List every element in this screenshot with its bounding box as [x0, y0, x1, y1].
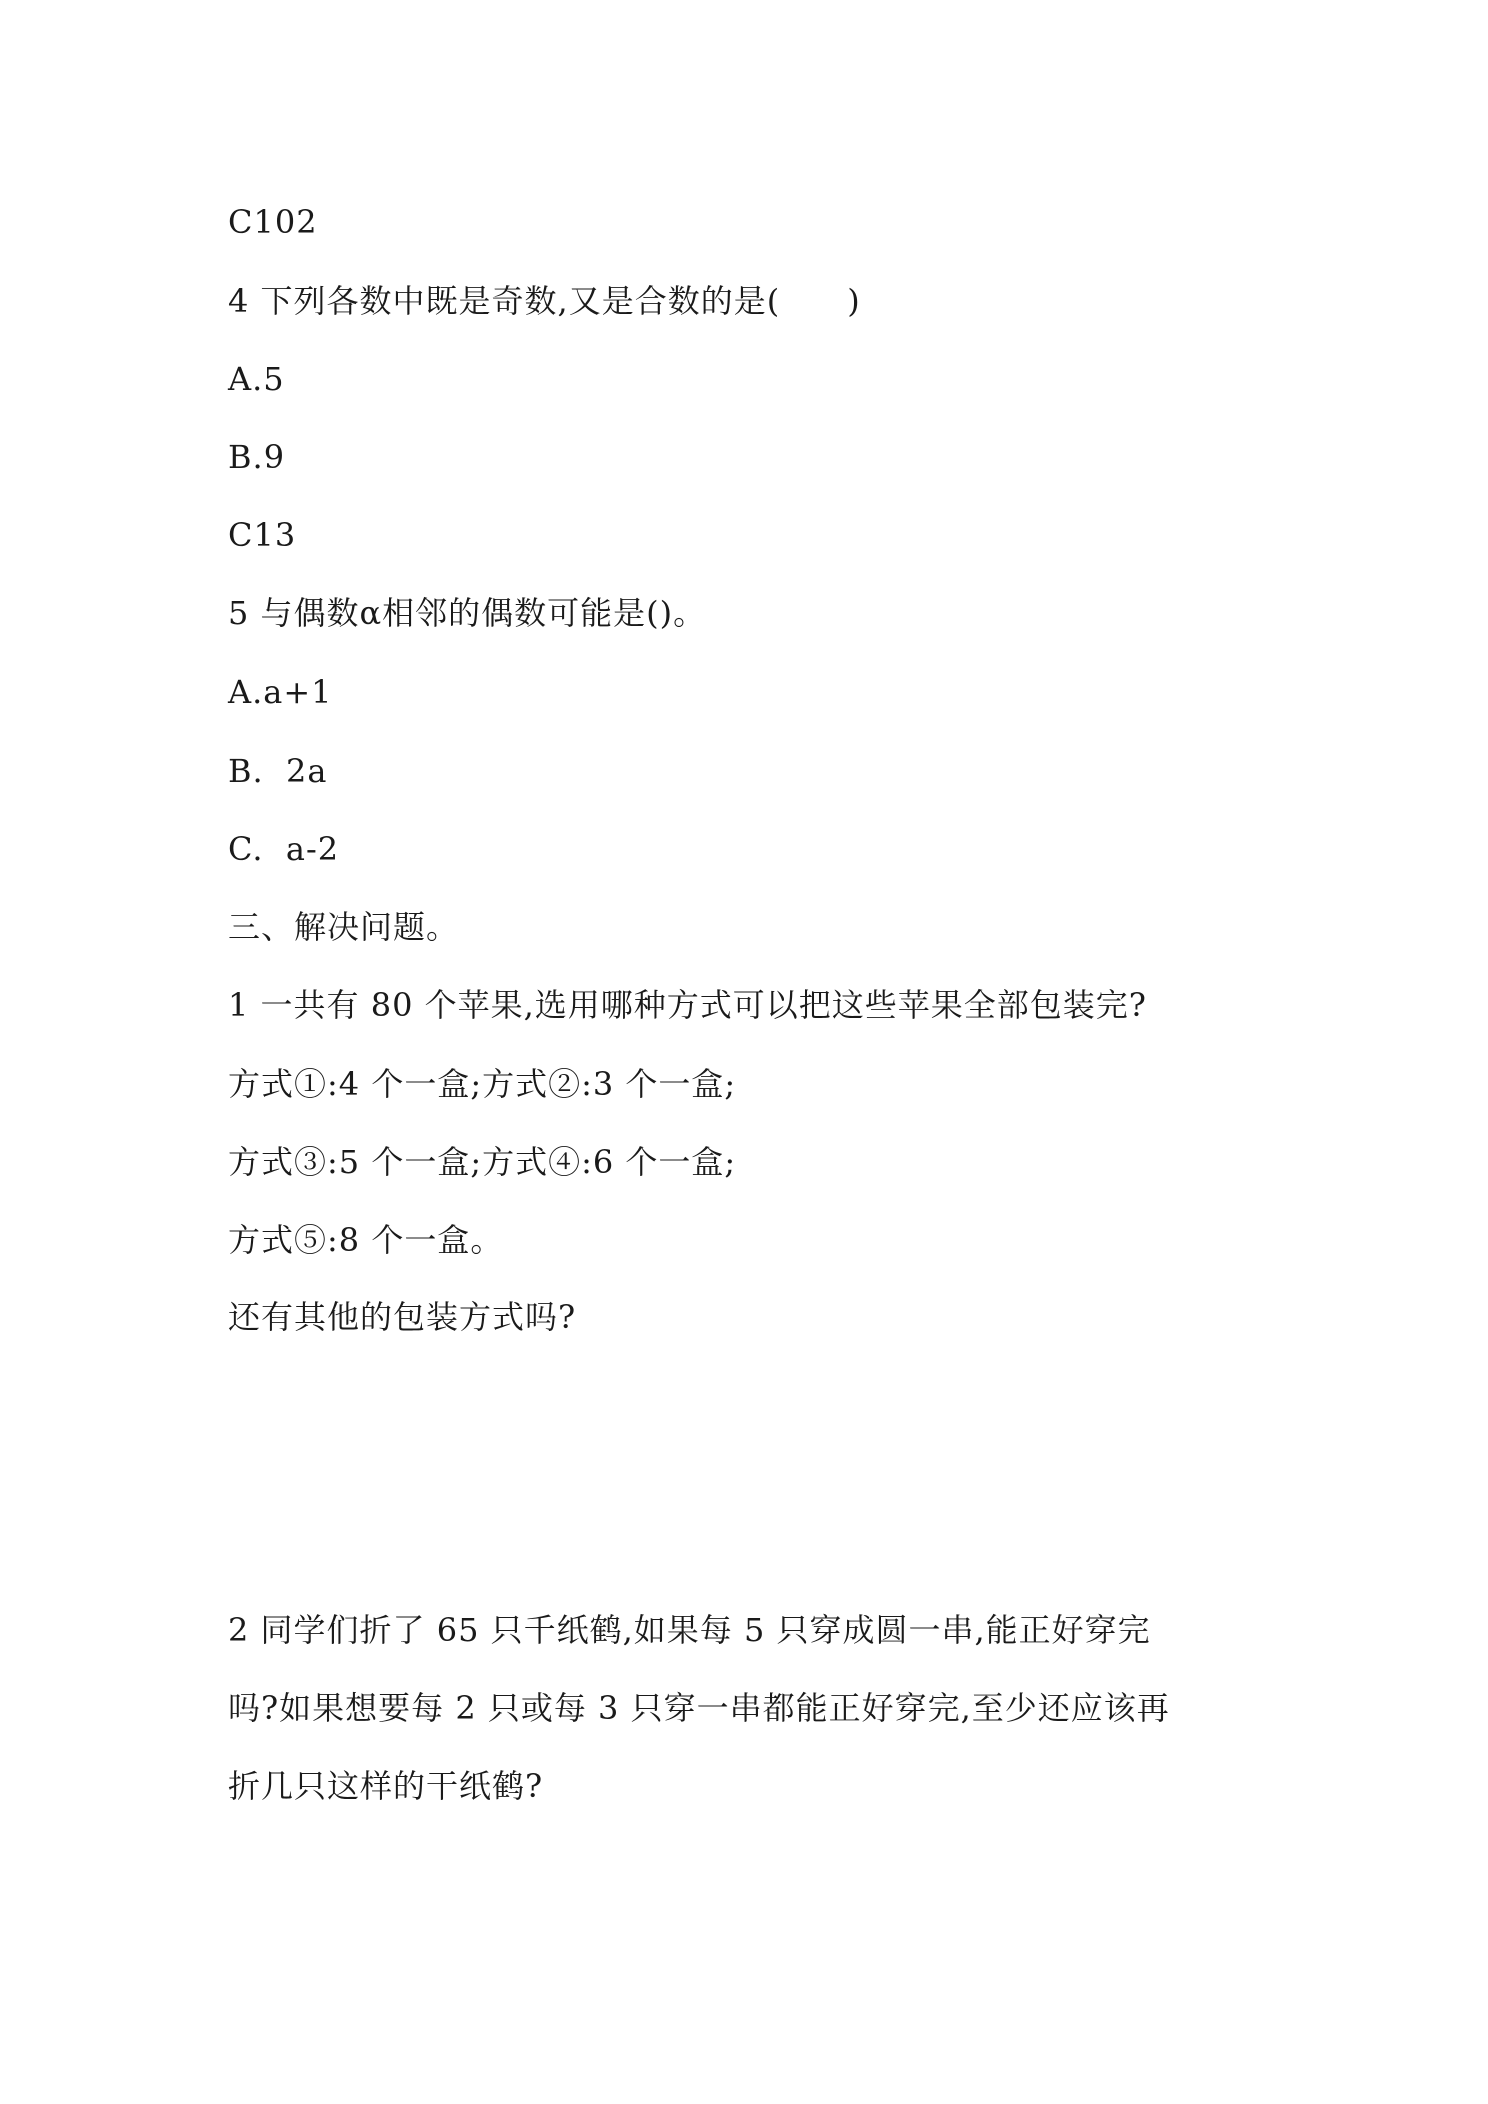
- q4-option-a: A.5: [228, 360, 285, 398]
- q5-option-c: C. a-2: [228, 830, 340, 868]
- q5-option-a: A.a+1: [228, 673, 333, 711]
- problem-2-line-3: 折几只这样的干纸鹤?: [228, 1767, 544, 1805]
- problem-1-methods-3-4: 方式③:5 个一盒;方式④:6 个一盒;: [228, 1143, 737, 1181]
- q5-stem: 5 与偶数α相邻的偶数可能是()。: [228, 594, 707, 632]
- problem-1-followup: 还有其他的包装方式吗?: [228, 1298, 577, 1336]
- problem-1-methods-1-2: 方式①:4 个一盒;方式②:3 个一盒;: [228, 1065, 737, 1103]
- problem-1-stem: 1 一共有 80 个苹果,选用哪种方式可以把这些苹果全部包装完?: [228, 986, 1147, 1024]
- q4-stem: 4 下列各数中既是奇数,又是合数的是( ): [228, 282, 861, 320]
- problem-1-method-5: 方式⑤:8 个一盒。: [228, 1221, 504, 1259]
- problem-2-line-1: 2 同学们折了 65 只千纸鹤,如果每 5 只穿成圆一串,能正好穿完: [228, 1611, 1151, 1649]
- problem-2-line-2: 吗?如果想要每 2 只或每 3 只穿一串都能正好穿完,至少还应该再: [228, 1689, 1170, 1727]
- q4-option-c: C13: [228, 516, 297, 554]
- q3-option-c: C102: [228, 203, 318, 241]
- q5-option-b: B. 2a: [228, 752, 328, 790]
- section-heading: 三、解决问题。: [228, 908, 460, 946]
- q4-option-b: B.9: [228, 438, 286, 476]
